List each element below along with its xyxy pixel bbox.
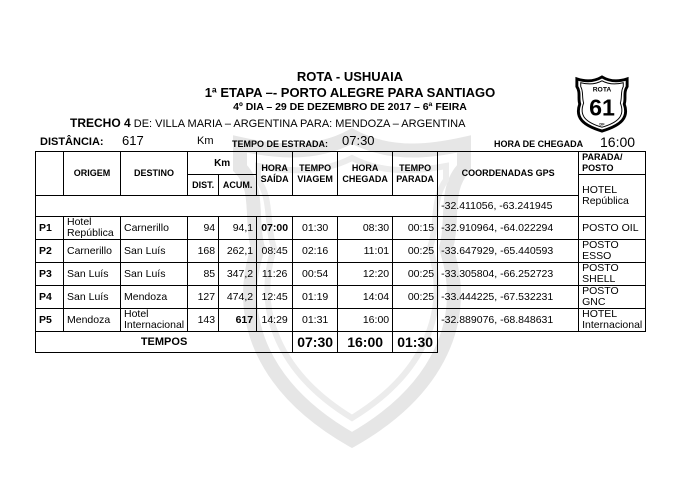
row-parada-tempo: 00:25 <box>393 263 438 286</box>
table-row <box>36 240 646 263</box>
row-origem: Mendoza <box>64 309 121 332</box>
row-id: P2 <box>36 240 64 263</box>
table-row <box>36 286 646 309</box>
row-posto: POSTO ESSO <box>579 240 646 263</box>
row-acum: 94,1 <box>219 217 257 240</box>
row-id: P1 <box>36 217 64 240</box>
row-viagem: 02:16 <box>293 240 338 263</box>
row-parada-tempo: 00:25 <box>393 240 438 263</box>
logo-number: 61 <box>589 94 615 121</box>
totals-blank <box>438 332 646 353</box>
row-chegada: 11:01 <box>338 240 393 263</box>
row-parada-tempo: 00:25 <box>393 286 438 309</box>
table-row <box>36 309 646 332</box>
row-saida: 14:29 <box>257 309 293 332</box>
row-origem: Hotel República <box>64 217 121 240</box>
totals-parada: 01:30 <box>393 332 438 353</box>
row-viagem: 01:19 <box>293 286 338 309</box>
start-row-spacer <box>36 196 438 217</box>
row-destino: Mendoza <box>121 286 188 309</box>
row-destino: San Luís <box>121 240 188 263</box>
km-label: Km <box>197 135 214 147</box>
row-posto: HOTEL Internacional <box>579 309 646 332</box>
header-blank <box>36 152 64 196</box>
row-dist: 94 <box>188 217 219 240</box>
row-coords: -32.910964, -64.022294 <box>438 217 579 240</box>
header-dist: DIST. <box>188 175 219 196</box>
header-hora-saida: HORA SAÍDA <box>257 152 293 196</box>
logo-sub: DF <box>599 122 605 127</box>
row-id: P4 <box>36 286 64 309</box>
trecho-line <box>70 116 465 130</box>
distancia-value: 617 <box>122 133 144 148</box>
row-coords: -33.647929, -65.440593 <box>438 240 579 263</box>
row-chegada: 14:04 <box>338 286 393 309</box>
row-acum: 617 <box>219 309 257 332</box>
header-hora-chegada: HORA CHEGADA <box>338 152 393 196</box>
rota-61-logo <box>573 75 631 133</box>
day-title: 4º DIA – 29 DE DEZEMBRO DE 2017 – 6ª FEIRA <box>233 101 467 113</box>
row-parada-tempo <box>393 309 438 332</box>
header-tempo-viagem: TEMPO VIAGEM <box>293 152 338 196</box>
tempo-estrada-label: TEMPO DE ESTRADA: <box>232 139 329 149</box>
hora-chegada-value: 16:00 <box>600 134 636 150</box>
totals-viagem: 07:30 <box>293 332 338 353</box>
row-destino: San Luís <box>121 263 188 286</box>
row-coords: -33.305804, -66.252723 <box>438 263 579 286</box>
trecho-text: DE: VILLA MARIA – ARGENTINA PARA: MENDOZA – ARGENTINA <box>130 118 466 130</box>
row-saida: 12:45 <box>257 286 293 309</box>
row-dist: 168 <box>188 240 219 263</box>
header-coordenadas: COORDENADAS GPS <box>438 152 579 196</box>
row-acum: 262,1 <box>219 240 257 263</box>
trecho-label: TRECHO 4 <box>70 116 131 130</box>
row-coords: -33.444225, -67.532231 <box>438 286 579 309</box>
row-saida: 11:26 <box>257 263 293 286</box>
row-chegada: 08:30 <box>338 217 393 240</box>
tempo-estrada-value: 07:30 <box>342 133 375 148</box>
row-saida: 08:45 <box>257 240 293 263</box>
distancia-label: DISTÂNCIA: <box>40 136 104 148</box>
table-row <box>36 263 646 286</box>
totals-chegada: 16:00 <box>338 332 393 353</box>
start-coords: -32.411056, -63.241945 <box>438 196 579 217</box>
row-acum: 474,2 <box>219 286 257 309</box>
row-origem: San Luís <box>64 263 121 286</box>
row-dist: 143 <box>188 309 219 332</box>
row-origem: San Luís <box>64 286 121 309</box>
logo-top-text: ROTA <box>592 86 612 94</box>
row-saida: 07:00 <box>257 217 293 240</box>
row-destino: Hotel Internacional <box>121 309 188 332</box>
route-title: ROTA - USHUAIA <box>296 69 404 84</box>
header-row-1 <box>36 152 646 175</box>
totals-row <box>36 332 646 353</box>
totals-label: TEMPOS <box>36 332 293 353</box>
row-parada-tempo: 00:15 <box>393 217 438 240</box>
header-km: Km <box>188 152 257 175</box>
header-tempo-parada: TEMPO PARADA <box>393 152 438 196</box>
header-destino: DESTINO <box>121 152 188 196</box>
row-dist: 85 <box>188 263 219 286</box>
row-id: P3 <box>36 263 64 286</box>
row-id: P5 <box>36 309 64 332</box>
row-viagem: 00:54 <box>293 263 338 286</box>
row-chegada: 12:20 <box>338 263 393 286</box>
row-acum: 347,2 <box>219 263 257 286</box>
row-origem: Carnerillo <box>64 240 121 263</box>
row-viagem: 01:30 <box>293 217 338 240</box>
hora-chegada-label: HORA DE CHEGADA <box>494 139 584 149</box>
row-coords: -32.889076, -68.848631 <box>438 309 579 332</box>
row-chegada: 16:00 <box>338 309 393 332</box>
row-posto: POSTO OIL <box>579 217 646 240</box>
stage-title: 1ª ETAPA –- PORTO ALEGRE PARA SANTIAGO <box>204 85 496 100</box>
header-acum: ACUM. <box>219 175 257 196</box>
row-dist: 127 <box>188 286 219 309</box>
start-parada: HOTEL República <box>579 175 646 217</box>
itinerary-table <box>35 151 646 353</box>
table-row <box>36 217 646 240</box>
row-destino: Carnerillo <box>121 217 188 240</box>
header-origem: ORIGEM <box>64 152 121 196</box>
row-posto: POSTO GNC <box>579 286 646 309</box>
row-posto: POSTO SHELL <box>579 263 646 286</box>
start-row <box>36 196 646 217</box>
row-viagem: 01:31 <box>293 309 338 332</box>
header-parada-posto: PARADA/ POSTO <box>579 152 646 175</box>
